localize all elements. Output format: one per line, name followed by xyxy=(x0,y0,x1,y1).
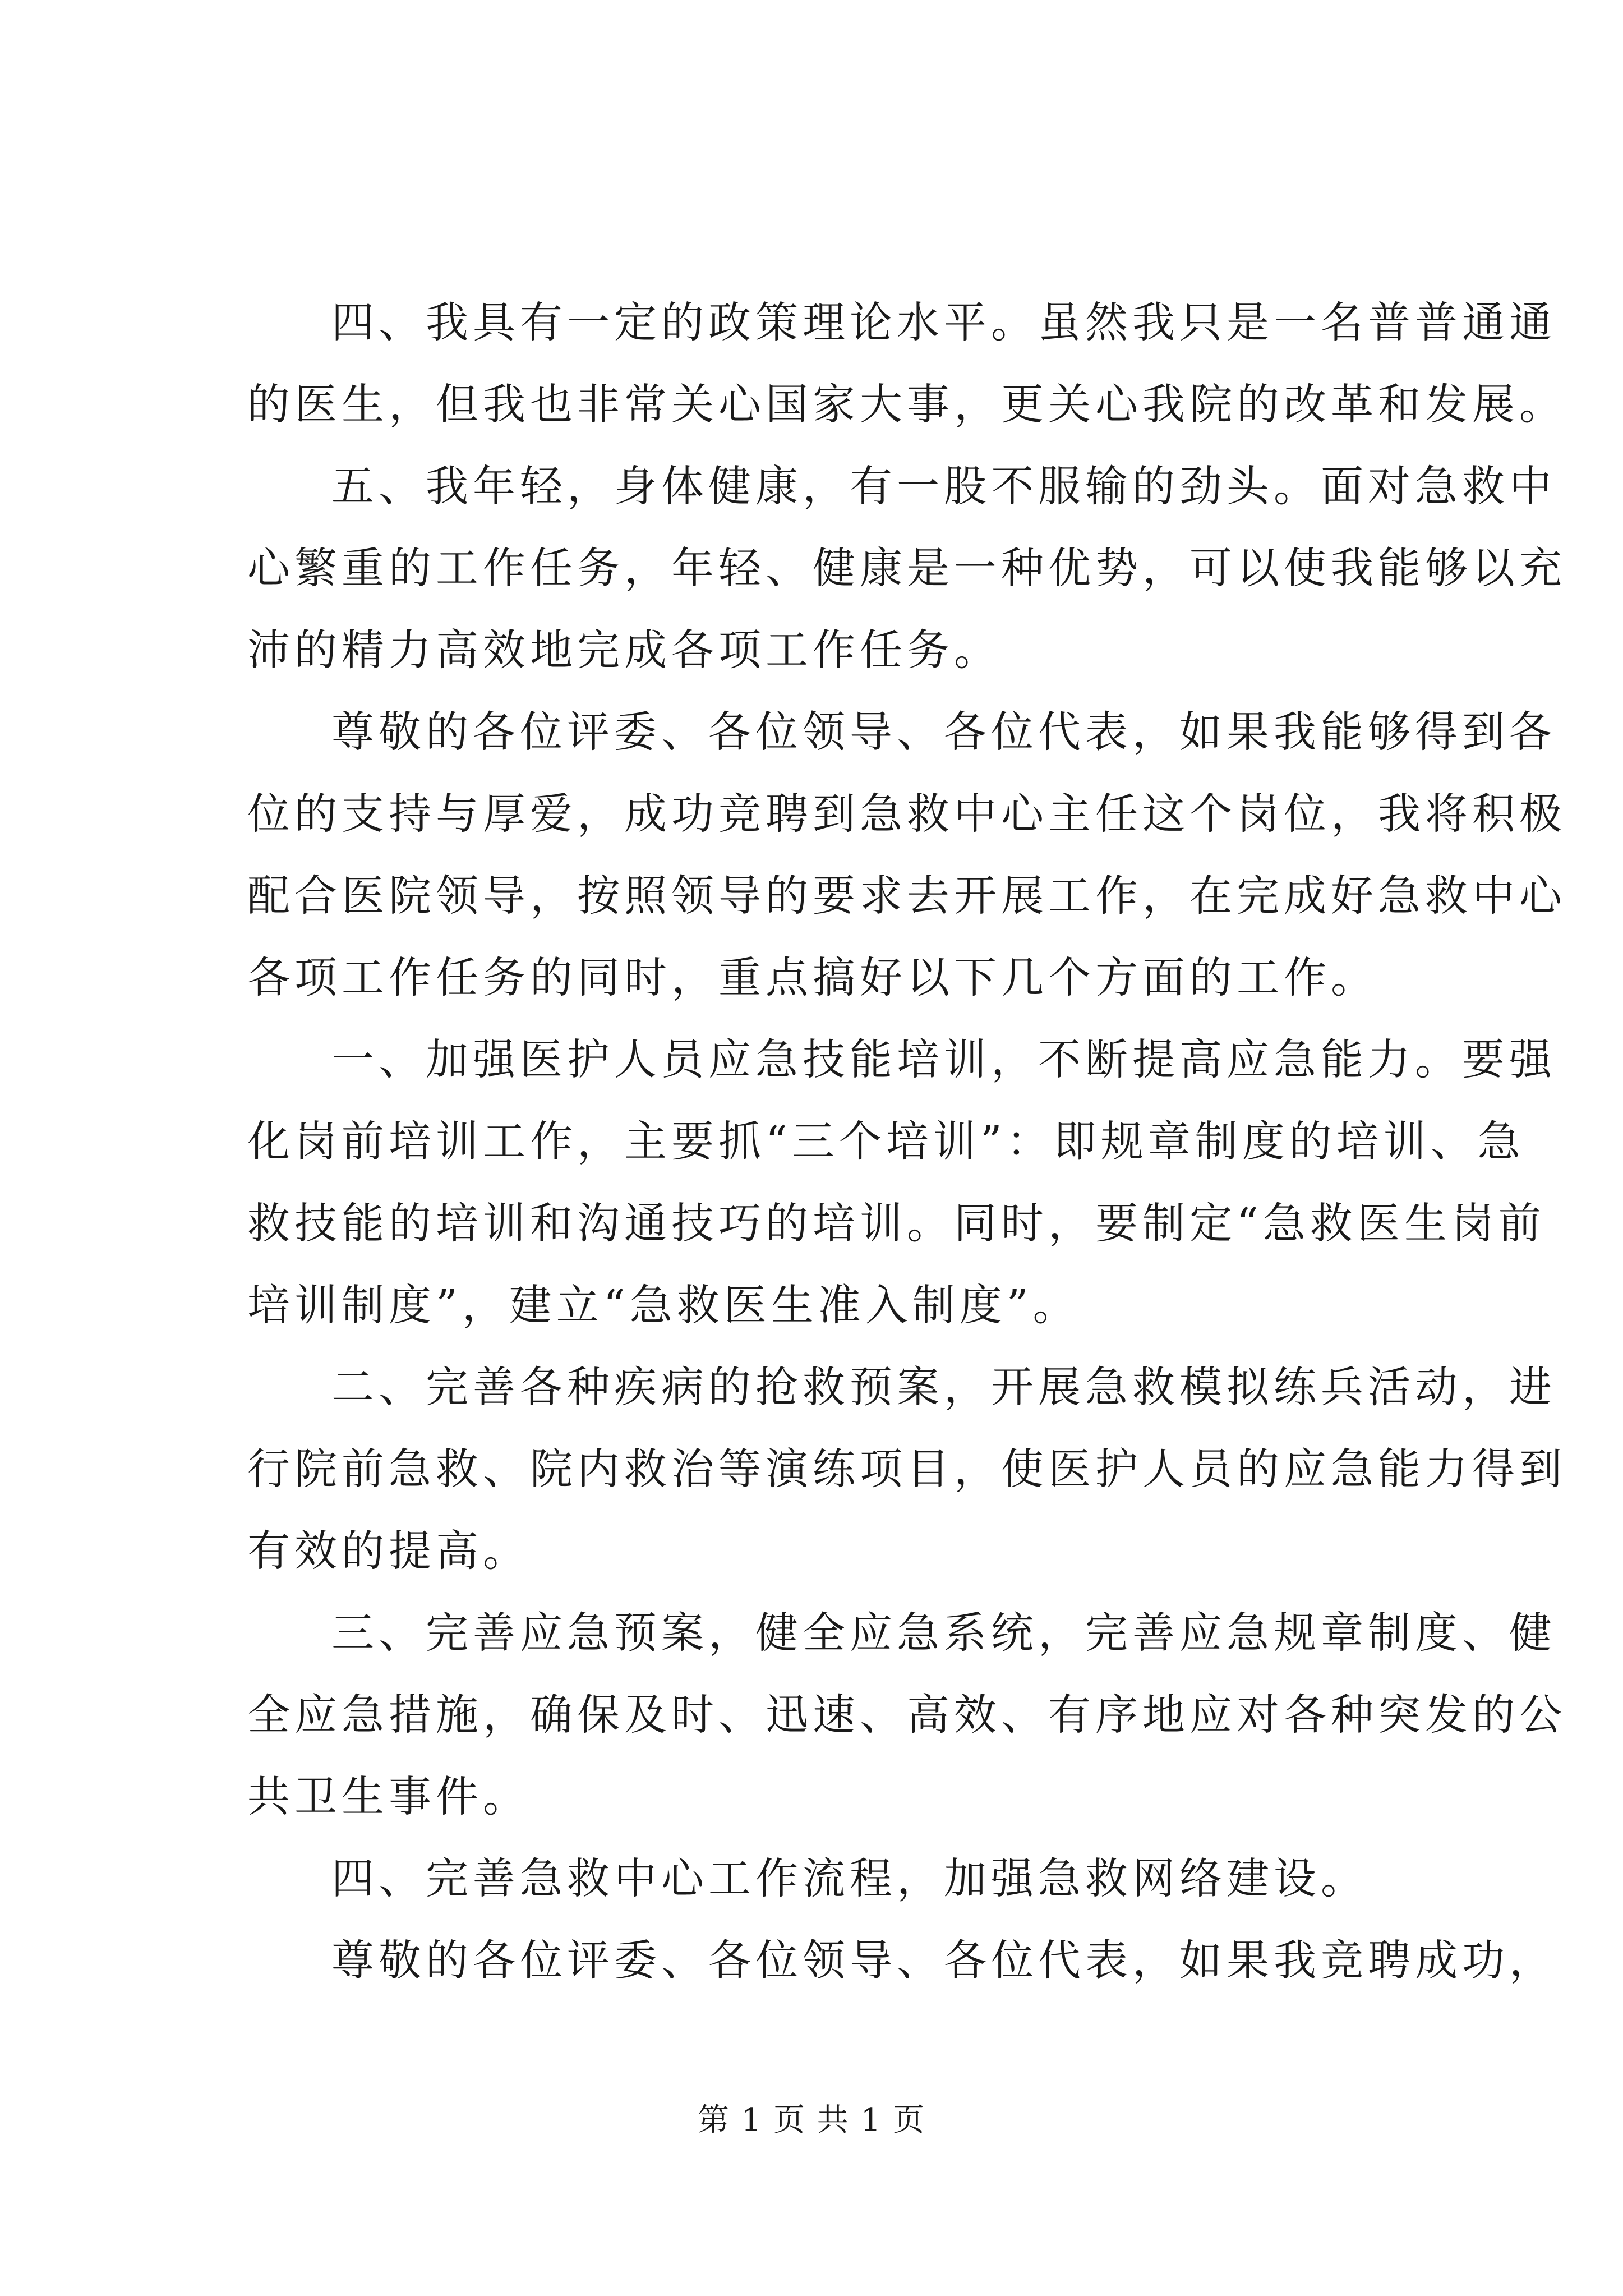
paragraph-line: 尊敬的各位评委、各位领导、各位代表，如果我竞聘成功， xyxy=(331,1935,1556,1985)
paragraph-line: 位的支持与厚爱，成功竞聘到急救中心主任这个岗位，我将积极 xyxy=(247,789,1566,839)
paragraph-line: 二、完善各种疾病的抢救预案，开展急救模拟练兵活动，进 xyxy=(331,1362,1556,1412)
page-number-footer: 第 1 页 共 1 页 xyxy=(697,2102,926,2138)
paragraph-line: 化岗前培训工作，主要抓“三个培训”：即规章制度的培训、急 xyxy=(247,1116,1525,1166)
paragraph-line: 配合医院领导，按照领导的要求去开展工作，在完成好急救中心 xyxy=(247,871,1566,921)
paragraph-line: 五、我年轻，身体健康，有一股不服输的劲头。面对急救中 xyxy=(331,461,1556,511)
paragraph-line: 培训制度”，建立“急救医生准入制度”。 xyxy=(247,1280,1080,1330)
paragraph-line: 的医生，但我也非常关心国家大事，更关心我院的改革和发展。 xyxy=(247,379,1566,429)
paragraph-line: 全应急措施，确保及时、迅速、高效、有序地应对各种突发的公 xyxy=(247,1690,1566,1740)
paragraph-line: 共卫生事件。 xyxy=(247,1772,530,1821)
paragraph-line: 行院前急救、院内救治等演练项目，使医护人员的应急能力得到 xyxy=(247,1444,1566,1494)
paragraph-line: 一、加强医护人员应急技能培训，不断提高应急能力。要强 xyxy=(331,1034,1556,1084)
paragraph-line: 四、完善急救中心工作流程，加强急救网络建设。 xyxy=(331,1853,1368,1903)
paragraph-line: 沛的精力高效地完成各项工作任务。 xyxy=(247,625,1001,675)
paragraph-line: 救技能的培训和沟通技巧的培训。同时，要制定“急救医生岗前 xyxy=(247,1198,1546,1248)
paragraph-line: 各项工作任务的同时，重点搞好以下几个方面的工作。 xyxy=(247,953,1378,1002)
paragraph-line: 尊敬的各位评委、各位领导、各位代表，如果我能够得到各 xyxy=(331,707,1556,757)
paragraph-line: 三、完善应急预案，健全应急系统，完善应急规章制度、健 xyxy=(331,1608,1556,1658)
paragraph-line: 心繁重的工作任务，年轻、健康是一种优势，可以使我能够以充 xyxy=(247,543,1566,593)
paragraph-line: 四、我具有一定的政策理论水平。虽然我只是一名普普通通 xyxy=(331,297,1556,347)
paragraph-line: 有效的提高。 xyxy=(247,1526,530,1576)
